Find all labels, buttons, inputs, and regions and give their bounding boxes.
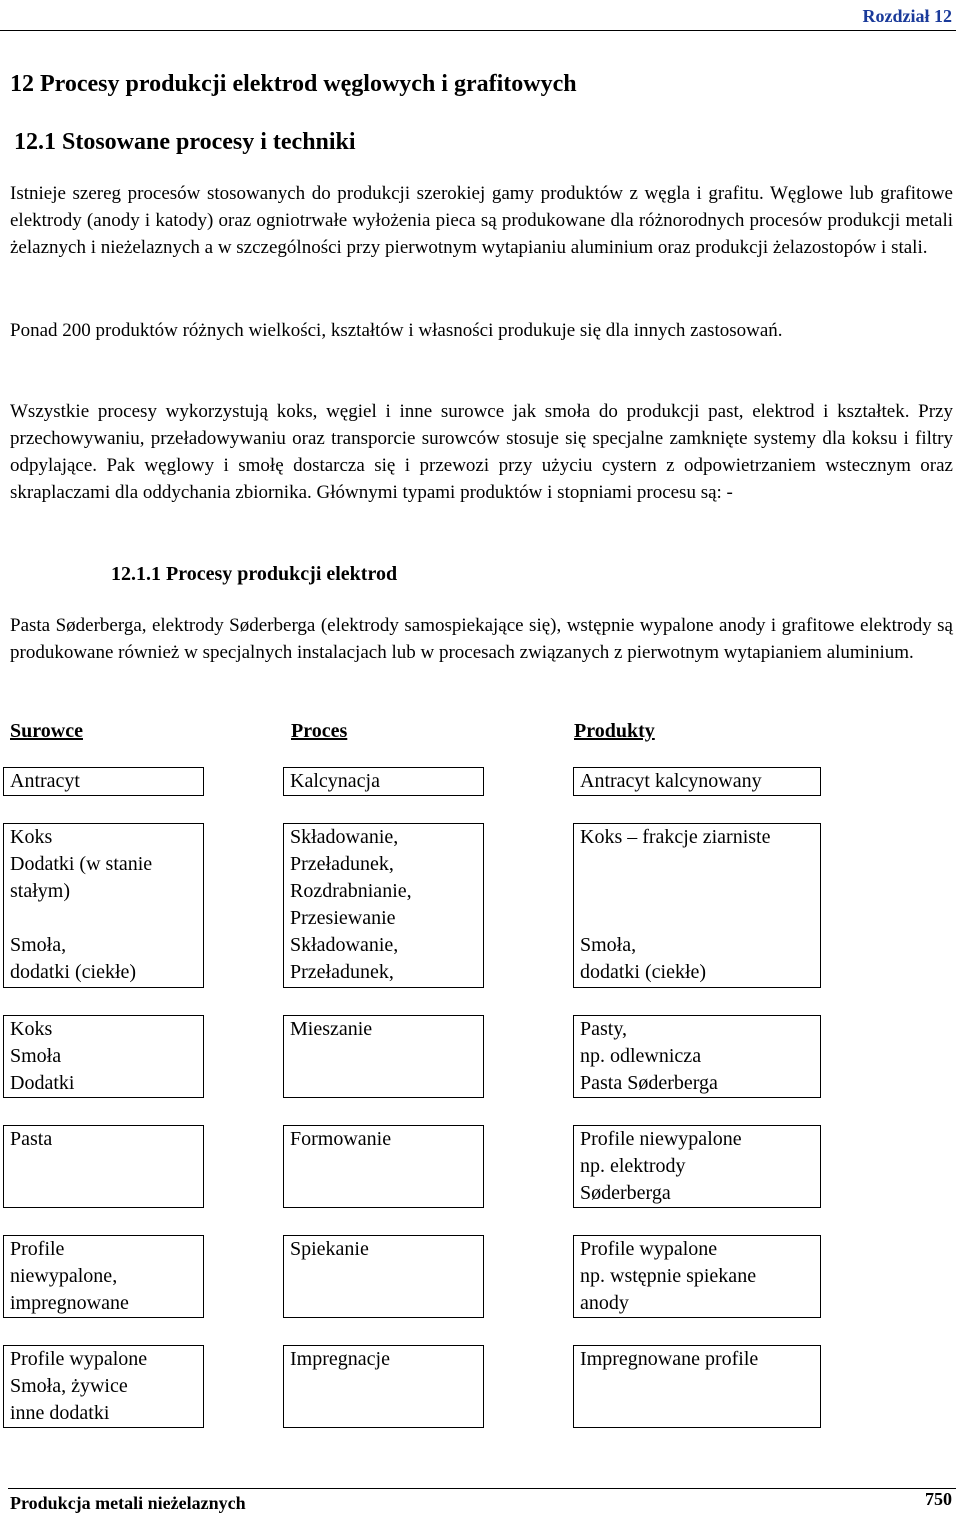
flow-box-line: Przesiewanie — [290, 907, 396, 929]
flow-box-line: Kalcynacja — [290, 770, 380, 792]
flow-box-line: Składowanie, — [290, 826, 399, 848]
flow-box-line: Antracyt — [10, 770, 80, 792]
flow-box-line: Koks — [10, 1018, 53, 1040]
flow-box-line: Pasta Søderberga — [580, 1072, 718, 1094]
products-paragraph: Ponad 200 produktów różnych wielkości, kształtów i własności produkuje się dla innych zastosowań. — [10, 320, 783, 341]
flow-box-products — [573, 1125, 821, 1208]
flow-box-line: Smoła — [10, 1045, 62, 1067]
flow-box-line: Przeładunek, — [290, 853, 394, 875]
flow-box-line: stałym) — [10, 880, 70, 902]
flow-box-line — [580, 878, 814, 905]
flow-box-line: Składowanie, — [290, 934, 399, 956]
chapter-title: 12 Procesy produkcji elektrod węglowych i grafitowych — [10, 71, 577, 97]
flow-box-line: np. elektrody — [580, 1155, 686, 1177]
flow-box-line: Søderberga — [580, 1182, 671, 1204]
flow-box-line: niewypalone, — [10, 1265, 118, 1287]
header-divider — [0, 30, 956, 31]
subsection-title: 12.1.1 Procesy produkcji elektrod — [111, 563, 398, 585]
flow-box-raw — [3, 767, 204, 796]
flow-box-line: Przeładunek, — [290, 961, 394, 983]
flow-box-line: Smoła, — [10, 934, 67, 956]
flow-box-line: Formowanie — [290, 1128, 392, 1150]
flow-box-line: Smoła, żywice — [10, 1375, 128, 1397]
column-header-raw: Surowce — [10, 720, 83, 742]
footer-divider — [8, 1488, 956, 1489]
flow-box-line: Smoła, — [580, 934, 637, 956]
flow-box-line: Pasta — [10, 1128, 53, 1150]
flow-box-products — [573, 1015, 821, 1098]
flow-box-line: np. wstępnie spiekane — [580, 1265, 757, 1287]
flow-box-line: dodatki (ciekłe) — [10, 961, 137, 983]
flow-box-line: Impregnacje — [290, 1348, 390, 1370]
flow-box-line: Profile — [10, 1238, 65, 1260]
flow-box-process — [283, 1125, 484, 1208]
flow-box-line: Rozdrabnianie, — [290, 880, 412, 902]
flow-box-raw — [3, 823, 204, 988]
flow-box-raw — [3, 1235, 204, 1318]
flow-box-products — [573, 823, 821, 988]
flow-box-process — [283, 767, 484, 796]
flow-box-raw — [3, 1345, 204, 1428]
flow-box-raw — [3, 1125, 204, 1208]
flow-box-line: Spiekanie — [290, 1238, 369, 1260]
section-title: 12.1 Stosowane procesy i techniki — [14, 129, 356, 155]
column-header-process: Proces — [291, 720, 348, 742]
flow-box-line — [10, 905, 197, 932]
flow-box-line: np. odlewnicza — [580, 1045, 702, 1067]
page-number: 750 — [925, 1489, 952, 1509]
flow-box-line: Koks – frakcje ziarniste — [580, 826, 771, 848]
flow-box-process — [283, 1235, 484, 1318]
flow-box-process — [283, 1015, 484, 1098]
flow-box-line: Mieszanie — [290, 1018, 373, 1040]
flow-box-products — [573, 1345, 821, 1428]
intro-paragraph: Istnieje szereg procesów stosowanych do produkcji szerokiej gamy produktów z węgla i grafitu. Węglowe lub grafitowe elektrody (anody i katody) oraz ogniotrwałe wyłożenia pieca są produkowane dla różnorodnych procesów produkcji metali żelaznych i nieżelaznych a w szczególności przy pierwotnym wytapianiu aluminium oraz produkcji żelazostopów i stali. — [10, 183, 953, 258]
flow-box-line: impregnowane — [10, 1292, 129, 1314]
flow-box-products — [573, 767, 821, 796]
flow-box-line: Koks — [10, 826, 53, 848]
flow-box-line: Dodatki — [10, 1072, 75, 1094]
flow-box-line: Profile niewypalone — [580, 1128, 742, 1150]
flow-box-process — [283, 823, 484, 988]
subsection-paragraph: Pasta Søderberga, elektrody Søderberga (elektrody samospiekające się), wstępnie wypalone anody i grafitowe elektrody są produkowane również w specjalnych instalacjach lub w procesach związanych z pierwotnym wytapianiem aluminium. — [10, 615, 953, 663]
flow-box-line: Pasty, — [580, 1018, 628, 1040]
flow-box-line: Profile wypalone — [580, 1238, 718, 1260]
flow-box-line: inne dodatki — [10, 1402, 110, 1424]
flow-box-products — [573, 1235, 821, 1318]
flow-box-line — [580, 851, 814, 878]
flow-box-line — [580, 905, 814, 932]
footer-title: Produkcja metali nieżelaznych — [10, 1493, 246, 1513]
flow-box-line: Dodatki (w stanie — [10, 853, 153, 875]
flow-box-line: anody — [580, 1292, 629, 1314]
flow-box-line: Antracyt kalcynowany — [580, 770, 762, 792]
processes-paragraph: Wszystkie procesy wykorzystują koks, węgiel i inne surowce jak smoła do produkcji past, elektrod i kształtek. Przy przechowywaniu, przeładowywaniu oraz transporcie surowców stosuje się specjalne zamknięte systemy dla koksu i filtry odpylające. Pak węglowy i smołę dostarcza się i przewozi przy użyciu cystern z odpowietrzaniem wstecznym oraz skraplaczami dla oddychania zbiornika. Głównymi typami produktów i stopniami procesu są: - — [10, 401, 953, 503]
flow-box-raw — [3, 1015, 204, 1098]
column-header-products: Produkty — [574, 720, 655, 742]
flow-box-process — [283, 1345, 484, 1428]
flow-box-line: dodatki (ciekłe) — [580, 961, 707, 983]
flow-box-line: Profile wypalone — [10, 1348, 148, 1370]
flow-box-line: Impregnowane profile — [580, 1348, 759, 1370]
chapter-label: Rozdział 12 — [862, 6, 952, 26]
